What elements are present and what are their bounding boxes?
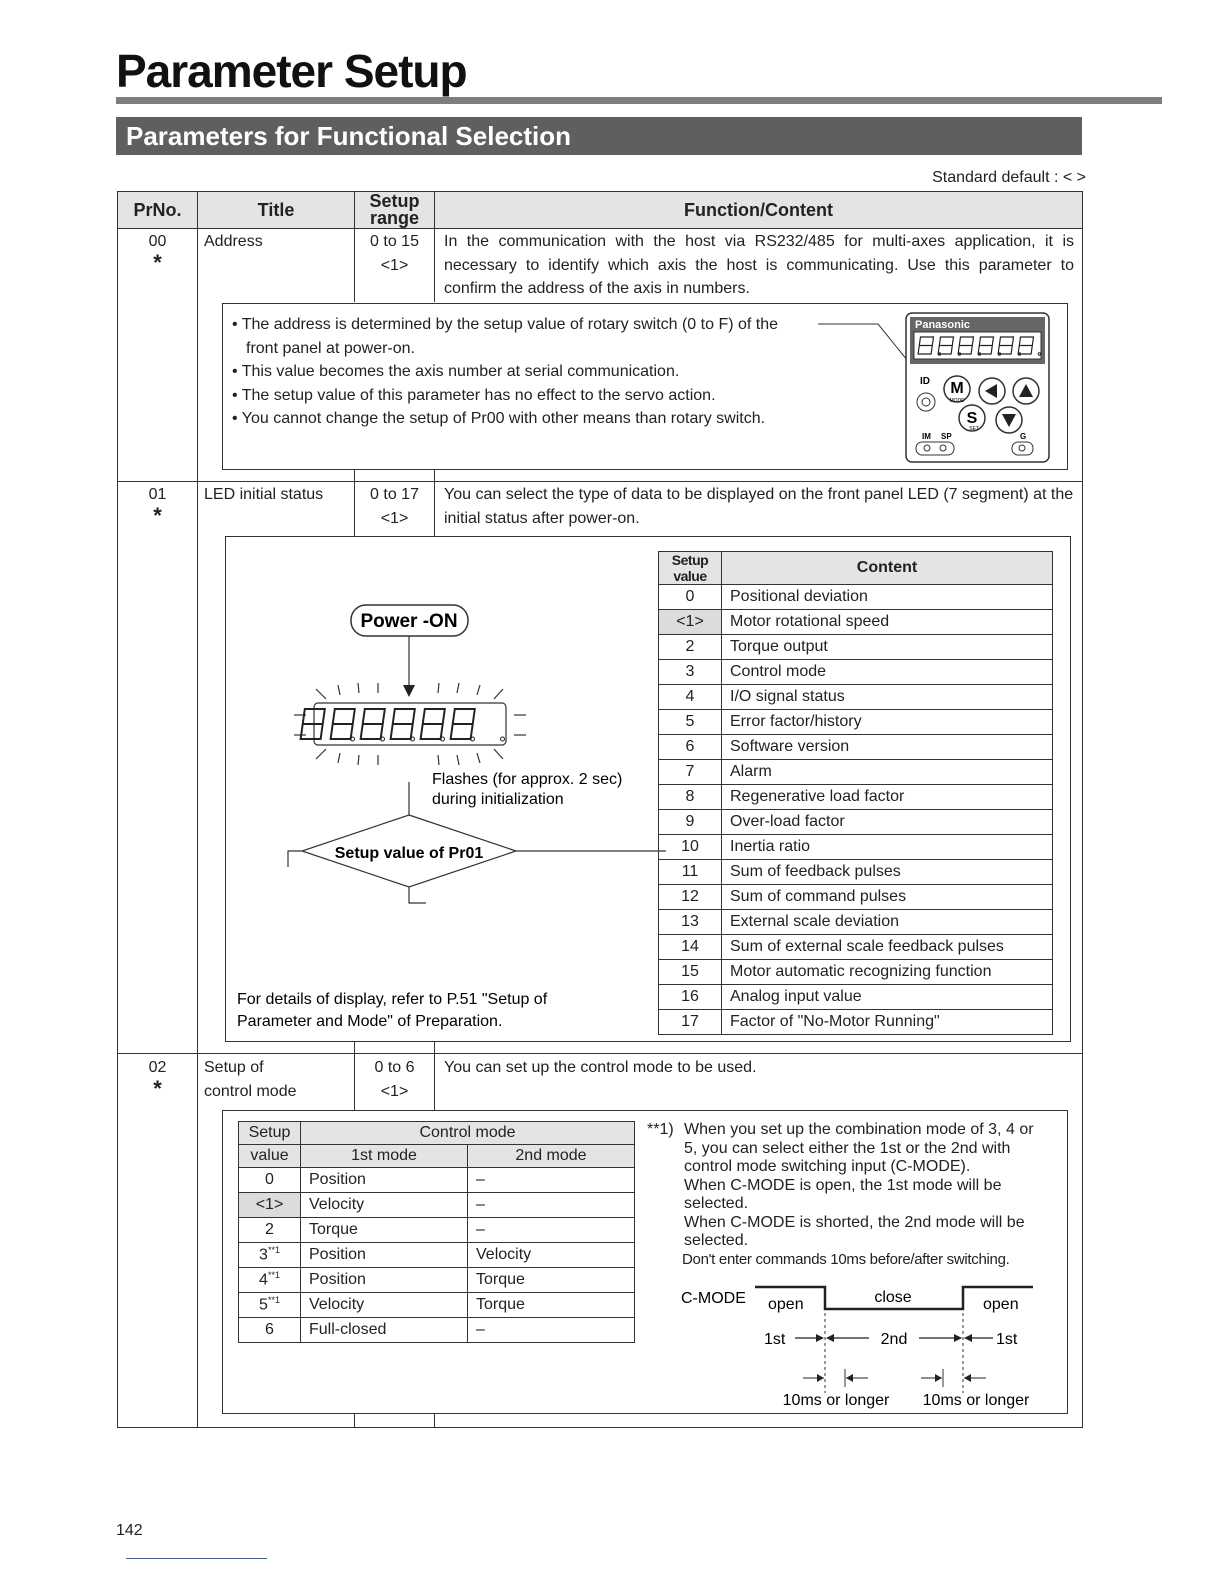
led-table-row <box>659 910 1053 935</box>
col-2nd-mode: 2nd mode <box>468 1145 635 1168</box>
content-cell: Motor automatic recognizing function <box>722 960 1053 985</box>
column-divider <box>434 191 435 302</box>
panel-brand: Panasonic <box>915 319 971 331</box>
page-title: Parameter Setup <box>116 45 467 97</box>
content-cell: Control mode <box>722 660 1053 685</box>
setup-value-cell: 5 <box>659 710 722 735</box>
led-table-row <box>659 660 1053 685</box>
mode-sub-label: MODE <box>949 398 965 404</box>
set-sub-label: SET <box>969 426 979 432</box>
prno-value: 00 <box>148 233 167 250</box>
im-sp-connector <box>916 442 954 455</box>
led-table-row <box>659 735 1053 760</box>
led-table-row <box>659 710 1053 735</box>
flash-ray <box>358 755 359 765</box>
down-arrow-icon <box>403 685 415 697</box>
setup-value-cell: 2 <box>659 635 722 660</box>
flashes-text: during initialization <box>432 791 564 808</box>
setup-value-cell: 6 <box>659 735 722 760</box>
note-line: front panel at power-on. <box>246 339 415 357</box>
footnote-line: control mode switching input (C-MODE). <box>684 1158 971 1175</box>
header-prno: PrNo. <box>118 192 197 228</box>
range-value: 0 to 6 <box>374 1059 415 1076</box>
header-divider <box>117 228 1083 229</box>
setup-value: <1> <box>255 1196 284 1213</box>
flash-ray <box>338 753 340 763</box>
content-cell: Over-load factor <box>722 810 1053 835</box>
flash-ray <box>457 683 459 693</box>
led-table-row <box>659 960 1053 985</box>
content-cell: Sum of feedback pulses <box>722 860 1053 885</box>
second-mode-cell: Torque <box>468 1293 635 1318</box>
first-mode-cell: Velocity <box>301 1193 468 1218</box>
set-key-label: S <box>966 410 978 427</box>
setup-value-cell: 11 <box>659 860 722 885</box>
header-title: Title <box>198 192 354 228</box>
first-mode-cell: Position <box>301 1243 468 1268</box>
header-setup-label: Setup <box>369 191 420 211</box>
signal-label: C-MODE <box>681 1290 746 1307</box>
footnote-body <box>647 1121 1055 1251</box>
setup-value-cell <box>239 1168 301 1193</box>
power-on-flow-diagram <box>226 537 666 1042</box>
standard-default-note: Standard default : < > <box>932 169 1086 186</box>
flash-ray <box>316 749 326 759</box>
footnote-line: When you set up the combination mode of 3, 4 or <box>684 1121 1034 1138</box>
mode-1st-label: 1st <box>764 1331 786 1348</box>
close-label: close <box>874 1289 912 1306</box>
address-notes <box>232 313 778 431</box>
mode-table-row <box>239 1243 635 1268</box>
first-mode-cell: Position <box>301 1168 468 1193</box>
content-cell: Regenerative load factor <box>722 785 1053 810</box>
footnote-ref: **1 <box>267 1295 280 1306</box>
prno-value: 01 <box>148 486 167 503</box>
mode-table-row <box>239 1318 635 1343</box>
content-cell: Inertia ratio <box>722 835 1053 860</box>
row-title <box>204 1056 297 1103</box>
flash-ray <box>438 683 439 693</box>
mode-table-row <box>239 1193 635 1218</box>
details-text: For details of display, refer to P.51 "Setup of <box>237 991 548 1008</box>
sp-label: SP <box>941 432 952 441</box>
flash-ray <box>438 755 439 765</box>
setup-value-cell <box>239 1318 301 1343</box>
setup-value-cell: 12 <box>659 885 722 910</box>
content-cell: Sum of command pulses <box>722 885 1053 910</box>
g-label: G <box>1020 432 1027 441</box>
right-arrow-icon <box>816 1334 824 1342</box>
column-divider <box>434 470 435 536</box>
column-divider <box>434 1414 435 1428</box>
content-cell: Factor of "No-Motor Running" <box>722 1010 1053 1035</box>
left-arrow-icon <box>826 1334 834 1342</box>
c-mode-timing-diagram <box>673 1273 1053 1413</box>
mode-2nd-label: 2nd <box>880 1331 908 1348</box>
decision-label: Setup value of Pr01 <box>334 845 484 862</box>
setup-value-cell: 16 <box>659 985 722 1010</box>
content-cell: Error factor/history <box>722 710 1053 735</box>
setup-value-cell <box>239 1293 301 1318</box>
title-rule <box>116 97 1162 104</box>
footnote-line: When C-MODE is shorted, the 2nd mode will be <box>684 1213 1025 1231</box>
setup-value: 4 <box>259 1271 268 1289</box>
open-label: open <box>768 1296 804 1313</box>
content-cell: I/O signal status <box>722 685 1053 710</box>
col-value: value <box>239 1145 301 1168</box>
header-setup-range <box>355 192 434 228</box>
content-cell: Analog input value <box>722 985 1053 1010</box>
range-default: <1> <box>380 1082 409 1100</box>
second-mode-cell: – <box>468 1168 635 1193</box>
col-content: Content <box>722 552 1053 585</box>
setup-value-cell: 7 <box>659 760 722 785</box>
led-content-table <box>658 551 1053 1035</box>
setup-value-cell: 3 <box>659 660 722 685</box>
flash-ray <box>477 753 480 763</box>
second-mode-cell: – <box>468 1318 635 1343</box>
star-mark: * <box>153 1075 162 1101</box>
column-divider <box>197 191 198 1428</box>
mode-table-row <box>239 1218 635 1243</box>
setup-value-cell: 15 <box>659 960 722 985</box>
setup-value: 0 <box>265 1171 274 1188</box>
mode-key-label: M <box>950 380 964 397</box>
row-function: You can select the type of data to be displayed on the front panel LED (7 segment) at the initial status after power-on. <box>444 486 1074 527</box>
led-table-row <box>659 785 1053 810</box>
row-divider <box>117 1053 1083 1054</box>
setup-value-cell: 0 <box>659 585 722 610</box>
setup-value: 6 <box>265 1321 274 1338</box>
range-default: <1> <box>380 256 409 274</box>
row-function: In the communication with the host via RS232/485 for multi-axes application, it is necessary to identify which axis the host is communicating. Use this parameter to confirm the address of the axis in numbers. <box>444 233 1074 297</box>
footnote-line: selected. <box>684 1232 749 1249</box>
flashes-text: Flashes (for approx. 2 sec) <box>432 771 623 788</box>
flash-ray <box>477 685 480 695</box>
col-1st-mode: 1st mode <box>301 1145 468 1168</box>
led-table-row <box>659 1010 1053 1035</box>
header-range-label: range <box>369 208 420 228</box>
setup-value-cell <box>239 1193 301 1218</box>
content-cell: Torque output <box>722 635 1053 660</box>
setup-value-cell <box>239 1268 301 1293</box>
g-connector <box>1012 442 1033 455</box>
control-mode-table <box>238 1121 635 1343</box>
content-cell: Alarm <box>722 760 1053 785</box>
first-mode-cell: Velocity <box>301 1293 468 1318</box>
left-arrow-icon <box>964 1374 971 1382</box>
footnote-line: 5, you can select either the 1st or the 2nd with <box>684 1139 1011 1157</box>
content-cell: External scale deviation <box>722 910 1053 935</box>
footer-link-underline <box>126 1558 267 1559</box>
led-table-row <box>659 760 1053 785</box>
flash-ray <box>316 689 326 699</box>
flash-ray <box>494 689 503 699</box>
led-table-row <box>659 985 1053 1010</box>
power-on-label: Power -ON <box>360 611 458 632</box>
first-mode-cell: Full-closed <box>301 1318 468 1343</box>
col-setup: Setup <box>239 1122 301 1145</box>
led-status-box <box>225 536 1071 1042</box>
row-function: You can set up the control mode to be used. <box>444 1059 757 1076</box>
footnote-ref: **1 <box>267 1270 280 1281</box>
address-note-box <box>222 303 1068 470</box>
first-mode-cell: Position <box>301 1268 468 1293</box>
mode-1st-label: 1st <box>996 1331 1018 1348</box>
mode-table-row <box>239 1268 635 1293</box>
setup-value-cell: 8 <box>659 785 722 810</box>
left-arrow-icon <box>964 1334 972 1342</box>
setup-value: 2 <box>265 1221 274 1238</box>
mode-table-row <box>239 1168 635 1193</box>
prno-value: 02 <box>148 1059 167 1076</box>
row-divider <box>117 481 1083 482</box>
setup-value-cell: 9 <box>659 810 722 835</box>
setup-value-cell <box>239 1218 301 1243</box>
footnote-line: Don't enter commands 10ms before/after switching. <box>682 1250 1010 1268</box>
setup-value-cell: 4 <box>659 685 722 710</box>
delay-label: 10ms or longer <box>782 1392 890 1409</box>
row-range <box>355 483 434 530</box>
first-mode-cell: Torque <box>301 1218 468 1243</box>
row-range <box>355 1056 434 1103</box>
page-number: 142 <box>116 1522 143 1539</box>
setup-value-cell: <1> <box>659 610 722 635</box>
setup-value-cell: 17 <box>659 1010 722 1035</box>
switching-footnote <box>647 1121 1055 1269</box>
star-mark: * <box>153 502 162 528</box>
title-line: control mode <box>204 1082 297 1100</box>
row-title: Address <box>204 233 263 250</box>
second-mode-cell: – <box>468 1218 635 1243</box>
led-table-row <box>659 685 1053 710</box>
flash-ray <box>358 683 359 693</box>
content-cell: Motor rotational speed <box>722 610 1053 635</box>
flash-ray <box>494 749 503 759</box>
mode-table-row <box>239 1293 635 1318</box>
control-mode-box <box>222 1110 1068 1414</box>
im-label: IM <box>922 432 931 441</box>
id-label: ID <box>920 376 930 387</box>
led-table-row <box>659 935 1053 960</box>
row-prno <box>118 483 197 528</box>
setup-value: 3 <box>259 1246 268 1264</box>
footnote-ref: **1 <box>267 1245 280 1256</box>
setup-value-cell: 13 <box>659 910 722 935</box>
note-line: • The address is determined by the setup value of rotary switch (0 to F) of the <box>232 316 779 333</box>
title-line: Setup of <box>204 1059 264 1076</box>
second-mode-cell: Velocity <box>468 1243 635 1268</box>
footnote-line: When C-MODE is open, the 1st mode will be <box>684 1176 1002 1194</box>
setup-value-cell: 14 <box>659 935 722 960</box>
led-table-row <box>659 860 1053 885</box>
row-range <box>355 230 434 277</box>
col-control-mode: Control mode <box>301 1122 635 1145</box>
content-cell: Positional deviation <box>722 585 1053 610</box>
setup-value: 5 <box>259 1296 268 1314</box>
row-title: LED initial status <box>204 486 324 503</box>
led-table-row <box>659 885 1053 910</box>
note-line: • You cannot change the setup of Pr00 with other means than rotary switch. <box>232 410 766 427</box>
rotary-switch-icon[interactable] <box>917 393 935 411</box>
left-arrow-icon <box>846 1374 853 1382</box>
led-table-row <box>659 835 1053 860</box>
flash-ray <box>338 685 340 695</box>
note-line: • This value becomes the axis number at serial communication. <box>232 363 680 380</box>
section-banner: Parameters for Functional Selection <box>116 117 1082 155</box>
second-mode-cell: – <box>468 1193 635 1218</box>
footnote-mark: **1) <box>647 1121 674 1138</box>
right-arrow-icon <box>817 1374 824 1382</box>
right-arrow-icon <box>954 1334 962 1342</box>
note-line: • The setup value of this parameter has no effect to the servo action. <box>232 386 716 404</box>
led-table-row <box>659 610 1053 635</box>
star-mark: * <box>153 249 162 275</box>
led-table-row <box>659 810 1053 835</box>
range-default: <1> <box>380 509 409 527</box>
led-table-row <box>659 635 1053 660</box>
setup-value-cell <box>239 1243 301 1268</box>
open-label: open <box>983 1296 1019 1313</box>
right-arrow-icon <box>935 1374 942 1382</box>
row-prno <box>118 230 197 275</box>
header-function: Function/Content <box>435 192 1082 228</box>
range-value: 0 to 17 <box>370 486 419 503</box>
content-cell: Software version <box>722 735 1053 760</box>
details-text: Parameter and Mode" of Preparation. <box>237 1013 503 1030</box>
row-prno <box>118 1056 197 1101</box>
col-setup-value: Setup value <box>659 552 722 585</box>
front-panel-illustration <box>905 312 1051 464</box>
range-value: 0 to 15 <box>370 233 419 250</box>
setup-value-cell: 10 <box>659 835 722 860</box>
flash-ray <box>457 755 459 765</box>
footnote-line: selected. <box>684 1195 749 1212</box>
led-table-row <box>659 585 1053 610</box>
second-mode-cell: Torque <box>468 1268 635 1293</box>
content-cell: Sum of external scale feedback pulses <box>722 935 1053 960</box>
column-divider <box>354 1414 355 1428</box>
delay-label: 10ms or longer <box>922 1392 1030 1409</box>
